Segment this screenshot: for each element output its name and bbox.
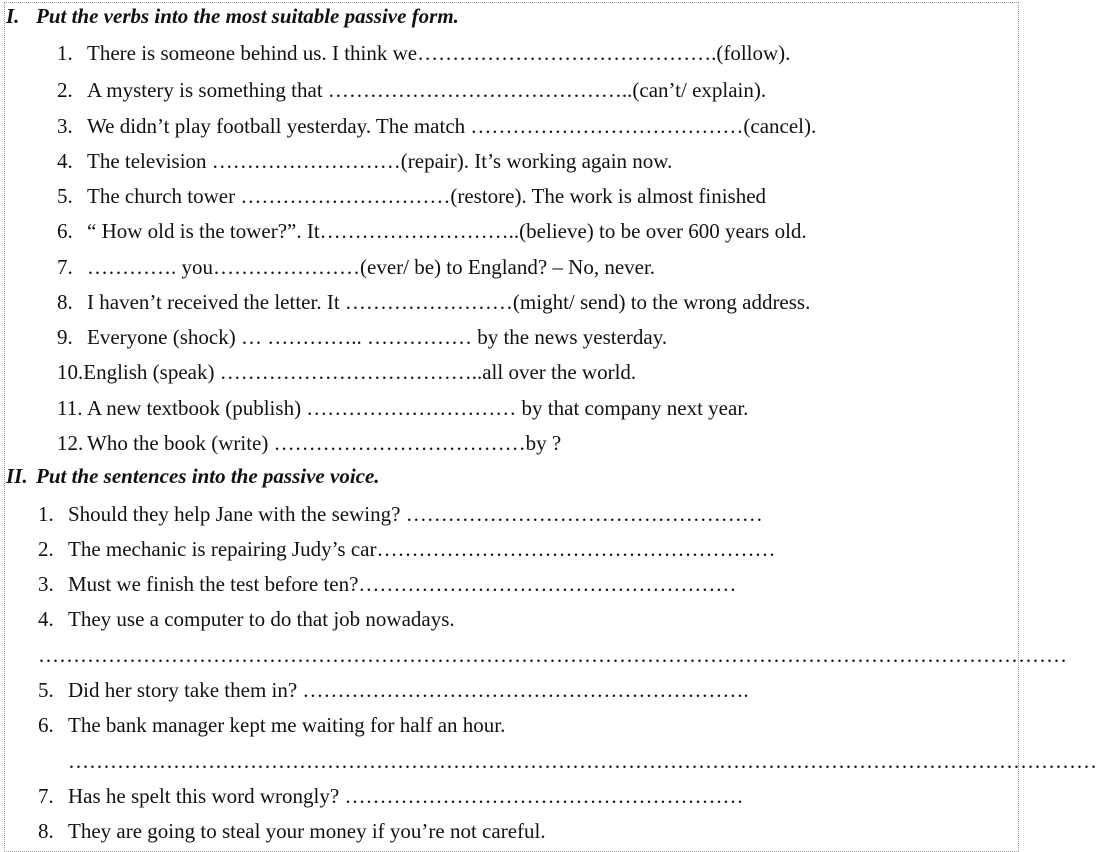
exercise-2-item-6: 6. The bank manager kept me waiting for half an hour. xyxy=(38,713,506,737)
exercise-1-item-2: 2. A mystery is something that ……………………………………..(can’t/ explain). xyxy=(57,78,767,102)
answer-line-6: ………………………………………………………………………………………………………………………………… xyxy=(68,749,1097,773)
exercise-1-item-5: 5. The church tower …………………………(restore). The work is almost finished xyxy=(57,184,767,208)
section-1-heading xyxy=(6,4,459,29)
section-2-heading xyxy=(6,464,380,489)
exercise-2-item-2: 2. The mechanic is repairing Judy’s car………………………………………………… xyxy=(38,537,776,561)
exercise-1-item-3: 3. We didn’t play football yesterday. The match …………………………………(cancel). xyxy=(57,114,817,138)
exercise-1-item-8: 8. I haven’t received the letter. It ……………………(might/ send) to the wrong address. xyxy=(57,290,811,314)
exercise-1-item-6: 6. “ How old is the tower?”. It………………………..(believe) to be over 600 years old. xyxy=(57,219,807,243)
exercise-1-item-1: 1. There is someone behind us. I think we…………………………………….(follow). xyxy=(57,41,791,65)
exercise-2-item-3: 3. Must we finish the test before ten?……………………………………………… xyxy=(38,572,737,596)
exercise-2-item-5: 5. Did her story take them in? ………………………………………………………. xyxy=(38,678,749,702)
exercise-2-item-1: 1. Should they help Jane with the sewing? …………………………………………… xyxy=(38,502,763,526)
section-2-title: Put the sentences into the passive voice. xyxy=(36,464,380,488)
exercise-2-item-4: 4. They use a computer to do that job nowadays. xyxy=(38,607,455,631)
exercise-1-item-11: 11. A new textbook (publish) ………………………… by that company next year. xyxy=(57,396,749,420)
exercise-1-item-7: 7. …………. you…………………(ever/ be) to England? – No, never. xyxy=(57,255,656,279)
answer-line-4: ………………………………………………………………………………………………………………………………… xyxy=(38,643,1067,667)
exercise-1-item-10: 10.English (speak) ………………………………..all over the world. xyxy=(57,360,637,384)
section-1-number: I. xyxy=(6,4,20,28)
section-1-title: Put the verbs into the most suitable passive form. xyxy=(36,4,459,28)
exercise-2-item-7: 7. Has he spelt this word wrongly? ………………………………………………… xyxy=(38,784,744,808)
exercise-2-item-8: 8. They are going to steal your money if you’re not careful. xyxy=(38,819,546,843)
section-2-number: II. xyxy=(6,464,28,488)
exercise-1-item-9: 9. Everyone (shock) … ………….. …………… by the news yesterday. xyxy=(57,325,668,349)
exercise-1-item-12: 12. Who the book (write) ………………………………by ? xyxy=(57,431,562,455)
exercise-1-item-4: 4. The television ………………………(repair). It’s working again now. xyxy=(57,149,673,173)
